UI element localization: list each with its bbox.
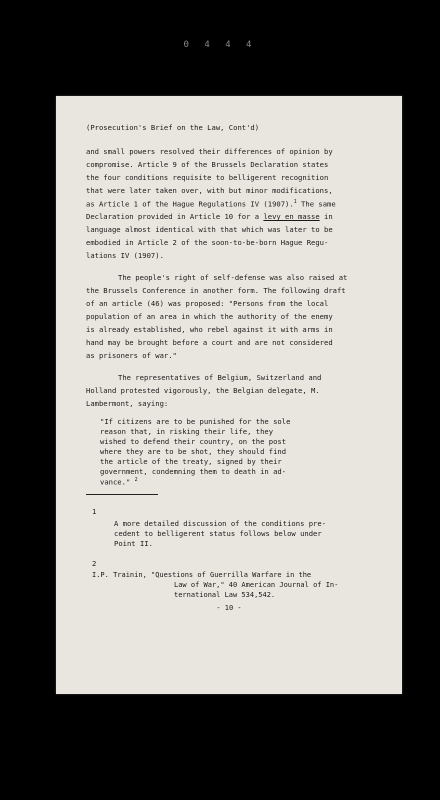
document-page — [56, 96, 402, 694]
paragraph-1-line: and small powers resolved their differences of opinion by — [86, 147, 333, 156]
footnote-ref-2: 2 — [134, 477, 138, 483]
block-quote-line: reason that, in risking their life, they — [100, 427, 274, 436]
paragraph-1-line — [86, 213, 333, 220]
footnote-1-line: cedent to belligerent status follows below under — [114, 529, 322, 538]
paragraph-1-line: embodied in Article 2 of the soon-to-be-born Hague Regu- — [86, 238, 329, 247]
paragraph-1-line: lations IV (1907). — [86, 251, 164, 260]
block-quote-line: wished to defend their country, on the post — [100, 437, 287, 446]
footnote-2-line: Law of War," 40 American Journal of In- — [174, 581, 339, 589]
line-text: Declaration provided in Article 10 for a — [86, 212, 260, 221]
footnote-2-line: I.P. Trainin, "Questions of Guerrilla Warfare in the — [92, 571, 312, 579]
footnote-ref-1: 1 — [293, 199, 297, 205]
paragraph-3-line: The representatives of Belgium, Switzerland and — [118, 373, 322, 382]
page-header: (Prosecution's Brief on the Law, Cont'd) — [86, 123, 260, 132]
paragraph-2-line: the Brussels Conference in another form. The following draft — [86, 286, 346, 295]
block-quote-line: where they are to be shot, they should find — [100, 447, 287, 456]
block-quote-line — [100, 478, 138, 486]
microfilm-frame-number: 0 4 4 4 — [183, 40, 257, 50]
emphasized-term: levy en masse — [263, 212, 320, 221]
footnote-1-line: Point II. — [114, 539, 153, 548]
line-text: in — [319, 212, 333, 221]
paragraph-2-line: of an article (46) was proposed: "Persons from the local — [86, 299, 329, 308]
page-number: - 10 - — [216, 604, 242, 612]
paragraph-2-line: The people's right of self-defense was also raised at — [118, 273, 348, 282]
paragraph-2-line: population of an area in which the authority of the enemy — [86, 312, 333, 321]
block-quote-line: government, condemning them to death in ad- — [100, 467, 287, 476]
footnote-divider — [86, 494, 158, 495]
paragraph-1-line: compromise. Article 9 of the Brussels Declaration states — [86, 160, 329, 169]
footnote-2-line: ternational Law 534,542. — [174, 591, 276, 599]
paragraph-3-line: Holland protested vigorously, the Belgian delegate, M. — [86, 386, 320, 395]
footnote-1-number: 1 — [92, 507, 97, 516]
line-text: The same — [296, 199, 336, 209]
block-quote-line: "If citizens are to be punished for the sole — [100, 417, 291, 426]
line-text: as Article 1 of the Hague Regulations IV (1907). — [86, 199, 294, 209]
paragraph-2-line: as prisoners of war." — [86, 351, 177, 360]
footnote-1-line: A more detailed discussion of the conditions pre- — [114, 519, 327, 528]
paragraph-3-line: Lambermont, saying: — [86, 399, 169, 408]
line-text: vance." — [100, 477, 131, 487]
paragraph-2-line: hand may be brought before a court and are not considered — [86, 338, 333, 347]
paragraph-2-line: is already established, who rebel against it with arms in — [86, 325, 333, 334]
paragraph-1-line: that were later taken over, with but minor modifications, — [86, 186, 333, 195]
block-quote-line: the article of the treaty, signed by their — [100, 457, 282, 466]
paragraph-1-line: the four conditions requisite to belligerent recognition — [86, 173, 329, 182]
footnote-2-number: 2 — [92, 559, 97, 568]
paragraph-1-line: language almost identical with that which was later to be — [86, 225, 333, 234]
paragraph-1-line — [86, 200, 336, 208]
